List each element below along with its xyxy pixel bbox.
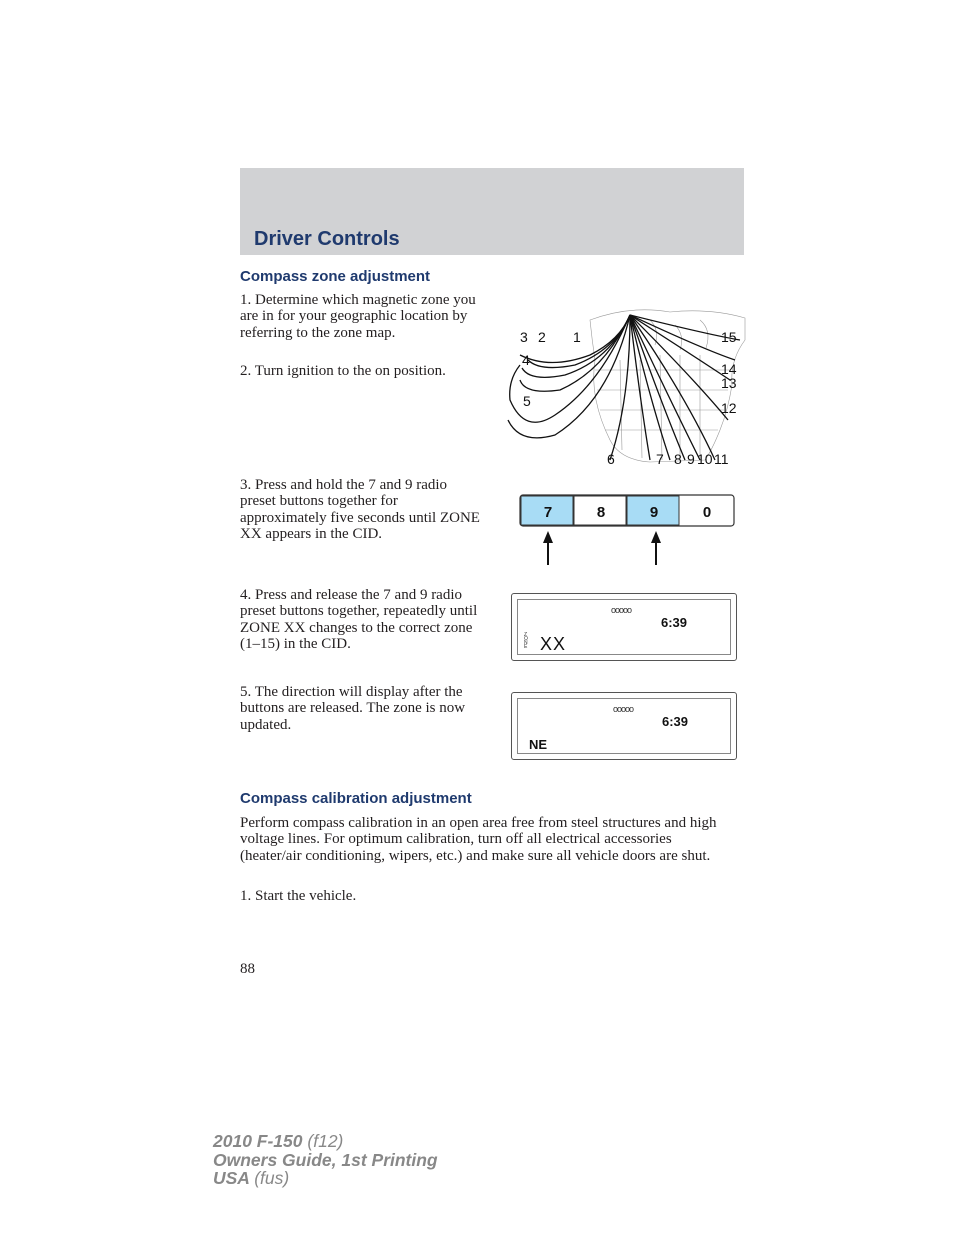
- footer-model-code: (f12): [307, 1131, 344, 1151]
- zone-label: 6: [607, 451, 615, 467]
- zone-label: 10: [697, 451, 713, 467]
- zone-label: 3: [520, 329, 528, 345]
- cid-zone-label: ZONE: [524, 632, 528, 650]
- arrow-up-icon: [543, 531, 553, 565]
- cid-dots: ooooo: [611, 605, 632, 615]
- footer-model: 2010 F-150: [213, 1131, 303, 1151]
- footer-guide: Owners Guide, 1st Printing: [213, 1149, 438, 1170]
- step-2-text: 2. Turn ignition to the on position.: [240, 363, 446, 379]
- zone-label: 4: [522, 352, 530, 368]
- cid-dots: ooooo: [613, 704, 634, 714]
- step-4-text: 4. Press and release the 7 and 9 radio preset buttons together, repeatedly until ZONE XX changes to the correct zone (1–15) in the CID.: [240, 587, 478, 653]
- calibration-step-1-text: 1. Start the vehicle.: [240, 888, 357, 904]
- cid-time: 6:39: [662, 714, 689, 729]
- zone-label: 2: [538, 329, 546, 345]
- zone-label: 5: [523, 393, 531, 409]
- page-title: Driver Controls: [254, 228, 400, 250]
- step-5-text: 5. The direction will display after the buttons are released. The zone is now updated.: [240, 684, 466, 733]
- step-1-text: 1. Determine which magnetic zone you are in for your geographic location by referring to the zone map.: [240, 292, 476, 341]
- zone-label: 13: [721, 375, 737, 391]
- section-heading-zone: Compass zone adjustment: [240, 268, 431, 285]
- preset-label: 7: [543, 504, 553, 521]
- zone-label: 1: [573, 329, 581, 345]
- preset-label: 0: [702, 504, 712, 521]
- page-number: 88: [240, 961, 255, 977]
- footer-print-info: [213, 1132, 438, 1188]
- footer-market: USA: [213, 1168, 250, 1188]
- preset-label: 9: [649, 504, 659, 521]
- arrow-up-icon: [651, 531, 661, 565]
- section-heading-calibration: Compass calibration adjustment: [240, 790, 472, 807]
- cid-direction-value: NE: [529, 737, 548, 752]
- header-band: [240, 168, 744, 255]
- zone-label: 15: [721, 329, 737, 345]
- zone-label: 7: [656, 451, 664, 467]
- zone-label: 12: [721, 400, 737, 416]
- zone-label: 14: [721, 361, 737, 377]
- zone-label: 8: [674, 451, 682, 467]
- cid-display-direction: [511, 692, 737, 760]
- zone-map-figure: [500, 300, 750, 470]
- cid-time: 6:39: [661, 615, 688, 630]
- zone-label: 11: [714, 451, 729, 467]
- footer-market-code: (fus): [254, 1168, 290, 1188]
- step-3-text: 3. Press and hold the 7 and 9 radio preset buttons together for approximately five seconds until ZONE XX appears in the CID.: [240, 477, 480, 543]
- preset-label: 8: [596, 504, 606, 521]
- preset-buttons-figure: [512, 493, 738, 569]
- calibration-intro-text: Perform compass calibration in an open area free from steel structures and high voltage lines. For optimum calibration, turn off all electrical accessories (heater/air conditioning, wipers, etc.) and make sure all vehicle doors are shut.: [240, 815, 717, 864]
- cid-zone-value: XX: [540, 634, 567, 654]
- zone-label: 9: [687, 451, 695, 467]
- cid-display-zone: [511, 593, 737, 661]
